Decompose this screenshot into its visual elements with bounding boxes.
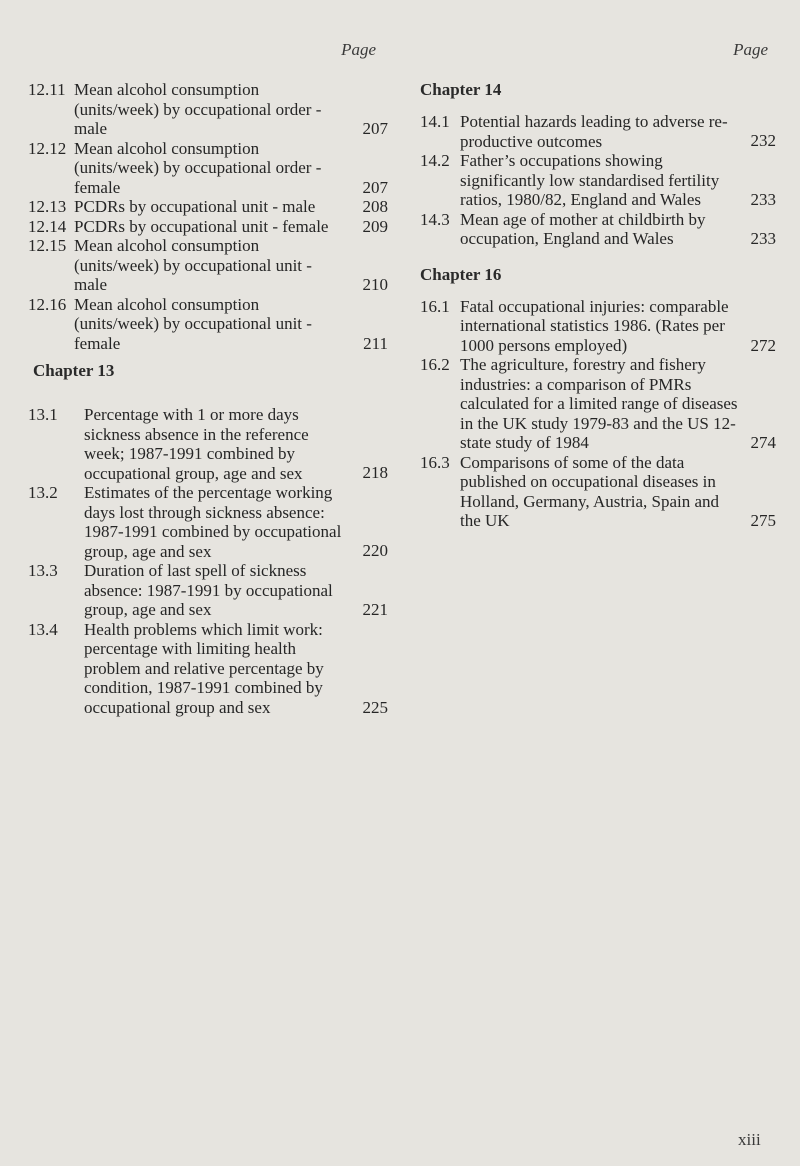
toc-entry [28,197,400,217]
toc-entry [420,151,780,210]
chapter-heading: Chapter 13 [33,361,115,380]
entry-number: 16.1 [420,296,450,316]
toc-entry [28,217,400,237]
entry-title: Health problems which limit work: percentage with limiting health problem and relative percentage by condition, 1987-1991 combined by occupational group and sex [84,619,324,717]
entry-title: Estimates of the percentage working days lost through sickness absence: 1987-1991 combined by occupational group, age and sex [84,483,342,561]
toc-entry [28,236,400,295]
entry-page: 274 [750,433,776,452]
toc-entry [28,405,400,483]
entry-title: Percentage with 1 or more days sickness absence in the reference week; 1987-1991 combined by occupational group, age and sex [84,405,309,483]
entry-title: Mean alcohol consumption (units/week) by occupational order - male [74,80,322,138]
toc-entry [420,355,780,453]
entry-number: 12.14 [28,216,67,236]
toc-entry [28,295,400,354]
entry-number: 13.3 [28,561,58,580]
entry-title: The agriculture, forestry and fishery industries: a comparison of PMRs calculated for a limited range of diseases in the UK study 1979-83 and the US 12-state study of 1984 [460,355,738,452]
toc-entry [28,80,400,139]
entry-page: 275 [750,510,776,530]
entry-number: 13.4 [28,619,58,639]
entry-title: Comparisons of some of the data published on occupational diseases in Holland, Germany, Austria, Spain and the UK [460,452,720,530]
entry-page: 211 [363,333,388,353]
entry-number: 13.2 [28,483,58,502]
entry-title: Mean age of mother at childbirth by occupation, England and Wales [460,209,706,248]
entry-list [28,80,400,353]
toc-entry [28,483,400,561]
entry-page: 232 [750,131,776,150]
entry-number: 12.12 [28,138,67,158]
entry-page: 207 [362,119,388,138]
entry-page: 210 [362,275,388,294]
chapter-heading: Chapter 14 [420,80,502,99]
entry-title: Duration of last spell of sickness absence: 1987-1991 by occupational group, age and sex [84,561,333,619]
entry-title: Mean alcohol consumption (units/week) by occupational unit - male [74,236,312,294]
entry-number: 12.11 [28,80,66,99]
toc-entry [420,210,780,249]
toc-entry [28,620,400,718]
entry-number: 14.2 [420,151,450,170]
page-column-header: Page [733,40,768,59]
entry-list [420,297,780,531]
entry-title: Mean alcohol consumption (units/week) by occupational unit - female [74,294,312,353]
entry-page: 220 [362,541,388,560]
entry-number: 13.1 [28,405,58,424]
toc-entry [28,139,400,198]
page-number: xiii [738,1130,761,1149]
entry-title: PCDRs by occupational unit - female [74,216,329,236]
entry-page: 225 [362,697,388,717]
toc-entry [420,297,780,356]
entry-title: Potential hazards leading to adverse re-productive outcomes [460,112,728,151]
entry-page: 207 [362,177,388,197]
entry-page: 218 [362,463,388,482]
entry-page: 221 [362,600,388,619]
left-column [28,40,400,717]
entry-title: PCDRs by occupational unit - male [74,197,316,216]
entry-number: 16.3 [420,452,450,472]
entry-list [420,112,780,249]
entry-number: 14.1 [420,112,450,131]
entry-page: 208 [362,197,388,216]
toc-entry [28,561,400,620]
entry-page: 272 [750,335,776,355]
right-column [420,40,780,531]
page-column-header: Page [341,40,376,59]
toc-entry [420,112,780,151]
entry-page: 233 [750,228,776,248]
entry-number: 12.13 [28,197,67,216]
entry-number: 14.3 [420,209,450,229]
toc-entry [420,453,780,531]
entry-number: 12.15 [28,236,67,255]
entry-page: 209 [362,216,388,236]
entry-page: 233 [750,190,776,209]
entry-title: Father’s occupations showing significantly low standardised fertility ratios, 1980/82, England and Wales [460,151,720,209]
entry-number: 16.2 [420,355,450,374]
entry-number: 12.16 [28,294,67,314]
entry-title: Fatal occupational injuries: comparable international statistics 1986. (Rates per 1000 persons employed) [460,296,729,355]
entry-title: Mean alcohol consumption (units/week) by occupational order - female [74,138,322,197]
chapter-heading: Chapter 16 [420,264,502,284]
entry-list [28,405,400,717]
